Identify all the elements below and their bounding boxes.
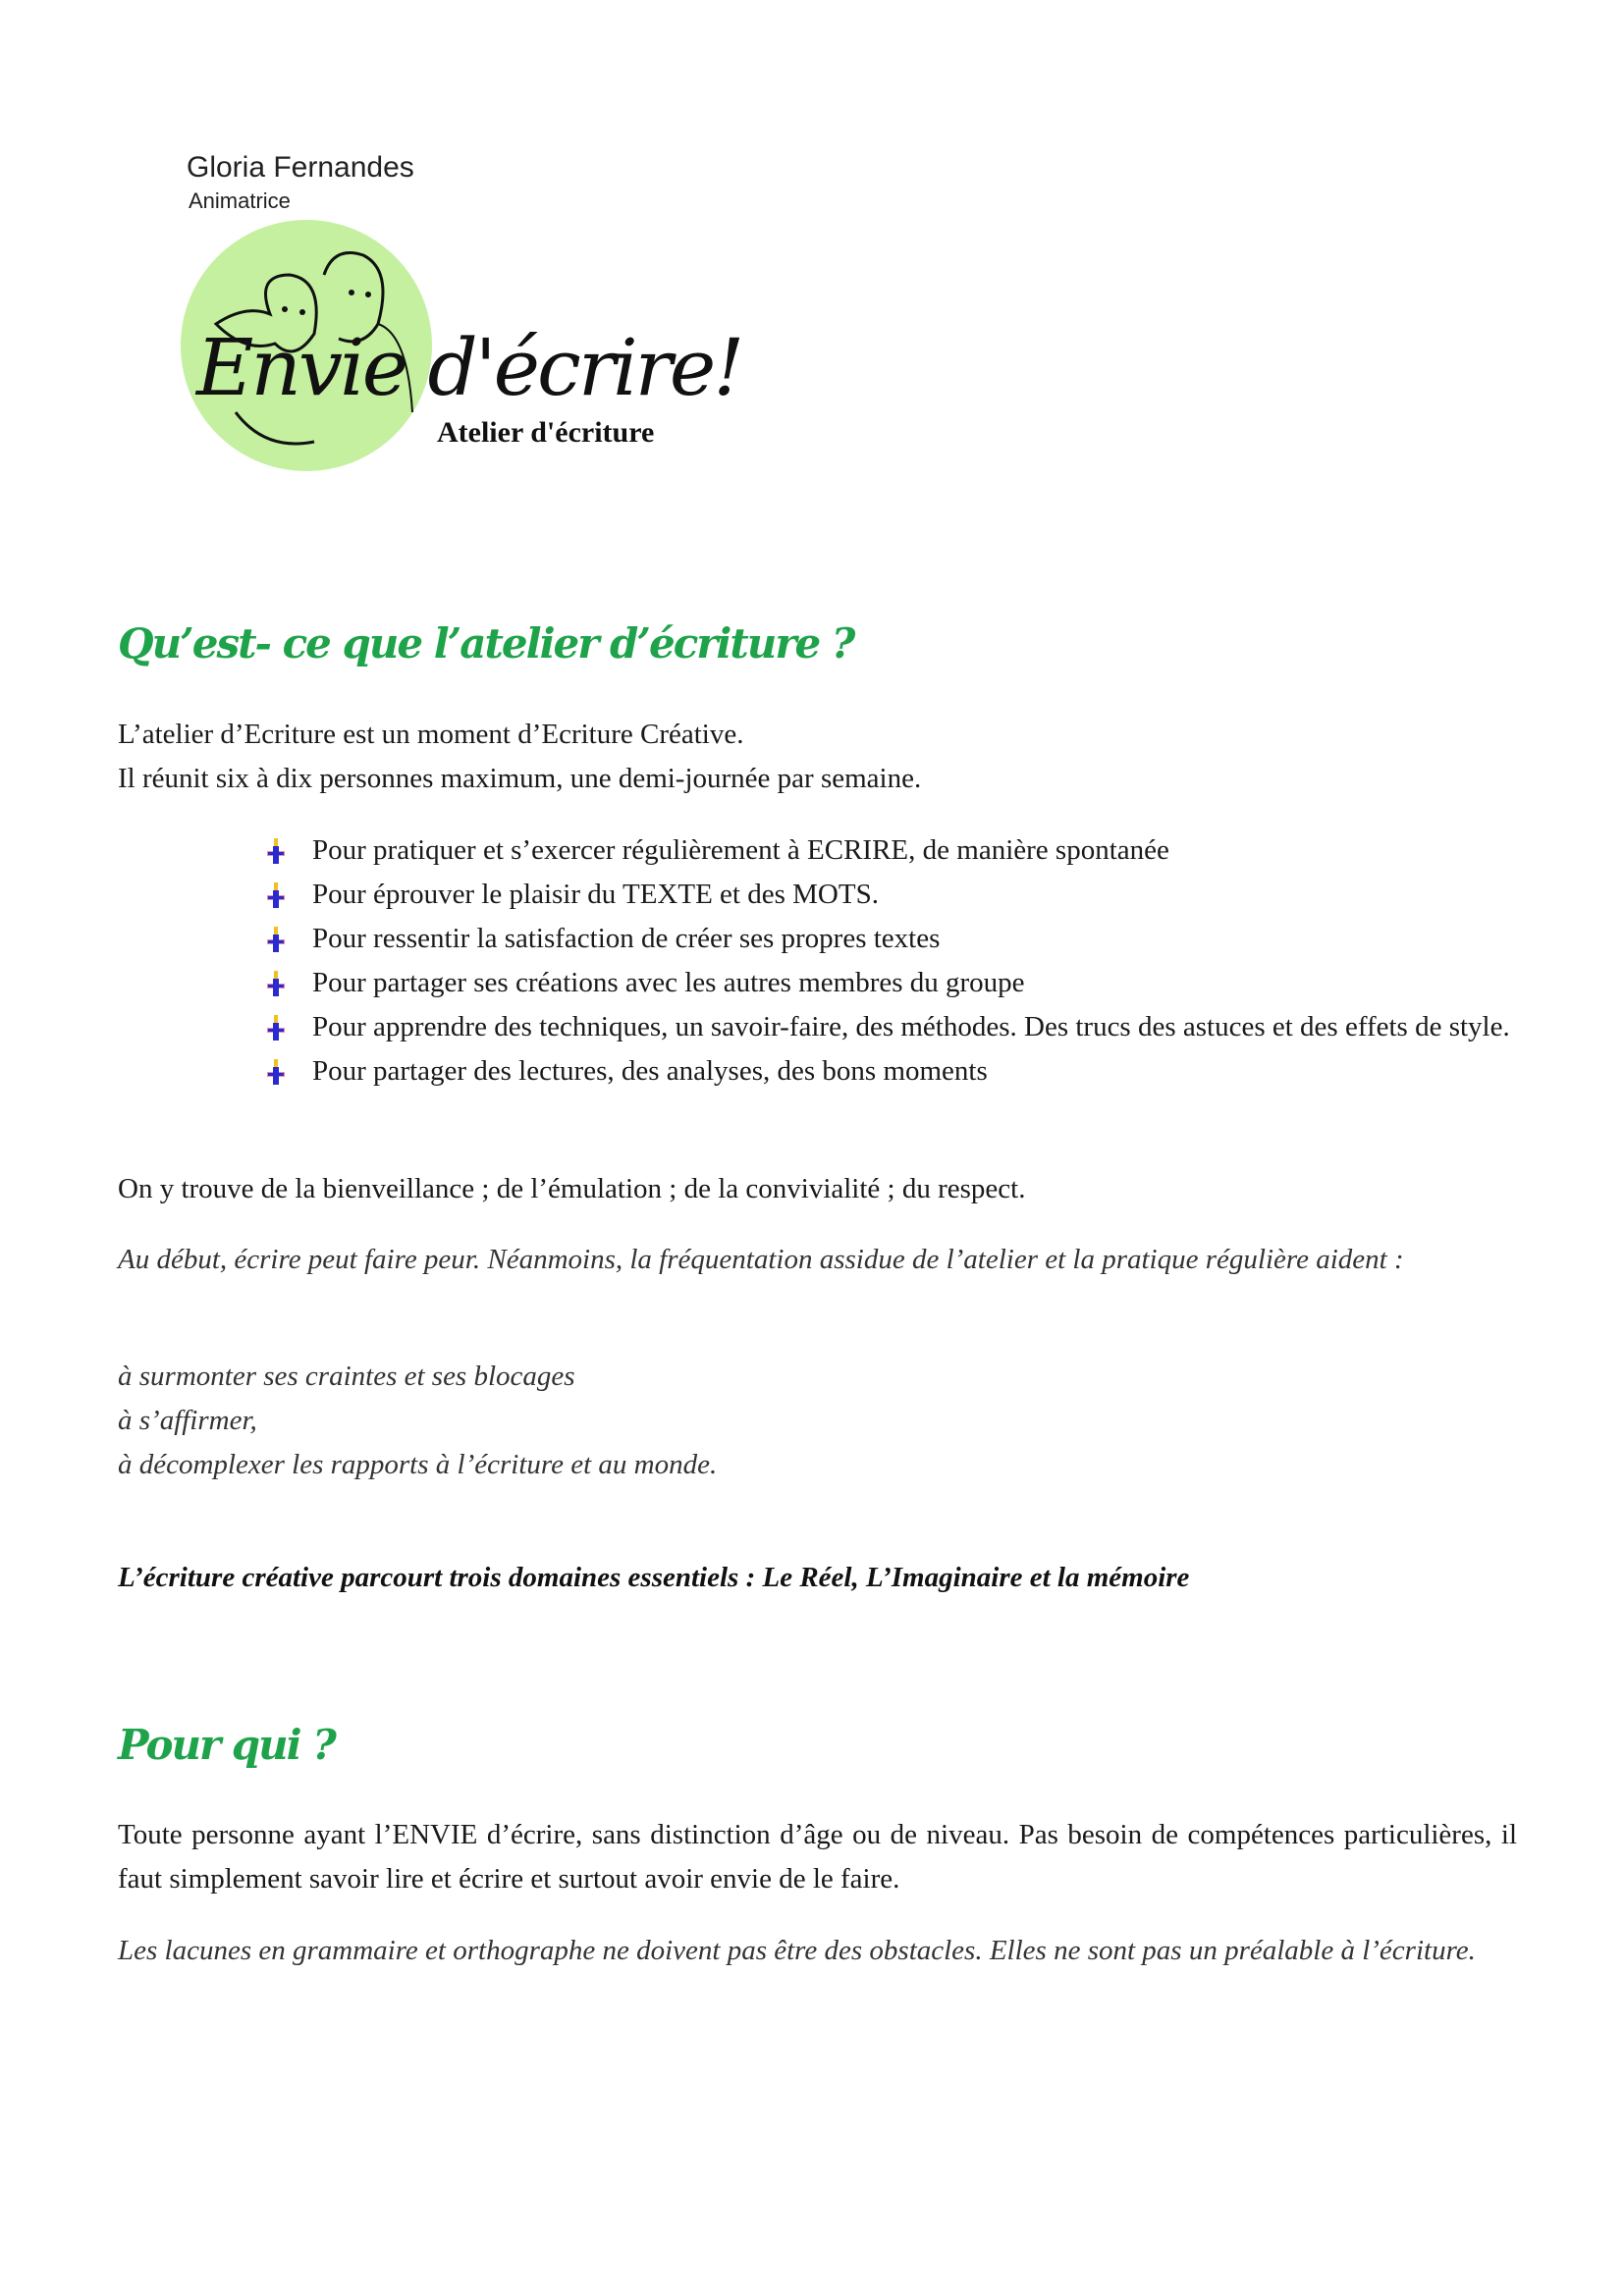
section-heading-what: Qu’est- ce que l’atelier d’écriture ?: [118, 619, 854, 667]
logo-name: Gloria Fernandes: [187, 151, 414, 184]
bullet-arrow-icon: [265, 1059, 287, 1085]
bullet-arrow-icon: [265, 1015, 287, 1041]
intro-line: L’atelier d’Ecriture est un moment d’Ecriture Créative.: [118, 719, 744, 750]
italic-list-item: à décomplexer les rapports à l’écriture et au monde.: [118, 1449, 718, 1480]
bullet-arrow-icon: [265, 838, 287, 864]
intro-line: Il réunit six à dix personnes maximum, une demi-journée par semaine.: [118, 763, 922, 794]
logo-brand: Envie d'écrire!: [196, 322, 742, 413]
list-item: Pour partager ses créations avec les autres membres du groupe: [265, 961, 1522, 1005]
bullet-arrow-icon: [265, 882, 287, 908]
list-item: Pour apprendre des techniques, un savoir-faire, des méthodes. Des trucs des astuces et des effets de style.: [265, 1005, 1522, 1049]
list-item: Pour ressentir la satisfaction de créer ses propres textes: [265, 917, 1522, 961]
values-text: On y trouve de la bienveillance ; de l’émulation ; de la convivialité ; du respect.: [118, 1173, 1026, 1204]
list-item: Pour partager des lectures, des analyses, des bons moments: [265, 1049, 1522, 1094]
domains-statement: L’écriture créative parcourt trois domaines essentiels : Le Réel, L’Imaginaire et la mémoire: [118, 1562, 1190, 1593]
italic-paragraph: Au début, écrire peut faire peur. Néanmoins, la fréquentation assidue de l’atelier et la pratique régulière aident :: [118, 1244, 1404, 1275]
logo-tagline: Atelier d'écriture: [437, 416, 655, 449]
list-item: Pour éprouver le plaisir du TEXTE et des MOTS.: [265, 873, 1522, 917]
benefits-list: [265, 828, 1522, 1094]
intro: [118, 713, 1517, 801]
list-item: Pour pratiquer et s’exercer régulièrement à ECRIRE, de manière spontanée: [265, 828, 1522, 873]
italic-list-item: à s’affirmer,: [118, 1405, 257, 1436]
bullet-arrow-icon: [265, 927, 287, 952]
logo: [177, 147, 766, 481]
grammar-note: Les lacunes en grammaire et orthographe ne doivent pas être des obstacles. Elles ne sont pas un préalable à l’écriture.: [118, 1935, 1476, 1966]
audience-paragraph: Toute personne ayant l’ENVIE d’écrire, sans distinction d’âge ou de niveau. Pas besoin de compétences particulières, il faut simplement savoir lire et écrire et surtout avoir envie de le faire.: [118, 1819, 1517, 1895]
bullet-arrow-icon: [265, 971, 287, 996]
logo-role: Animatrice: [189, 188, 291, 213]
section-heading-who: Pour qui ?: [118, 1721, 335, 1769]
italic-list-item: à surmonter ses craintes et ses blocages: [118, 1361, 575, 1392]
italic-list: [118, 1355, 1517, 1487]
